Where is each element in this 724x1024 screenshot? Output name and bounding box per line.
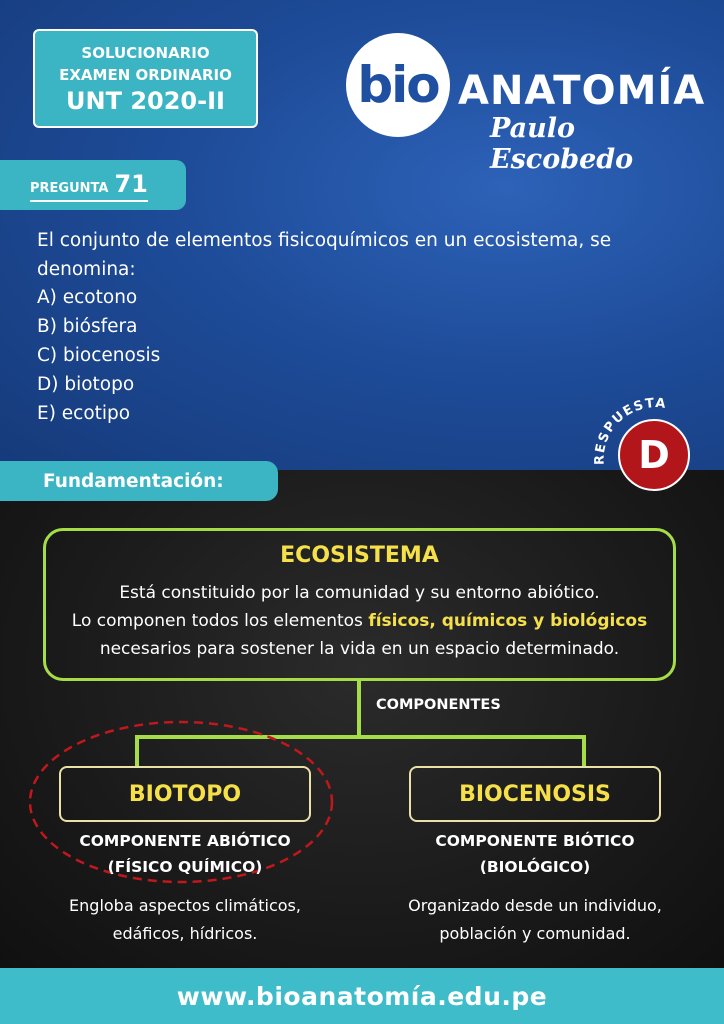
biotopo-sub1: COMPONENTE ABIÓTICO (79, 832, 291, 850)
answer-circle (618, 419, 690, 491)
logo-bio-text: bio (357, 56, 439, 114)
answer-letter: D (638, 433, 670, 477)
options-list (37, 283, 160, 428)
option-d: D) biotopo (37, 374, 135, 395)
option-a: A) ecotono (37, 287, 138, 308)
connector-vertical-main (357, 681, 361, 737)
biocenosis-description (385, 892, 685, 948)
question-tab (0, 160, 186, 210)
exam-title-line2: EXAMEN ORDINARIO (59, 65, 232, 84)
ecosistema-line2 (46, 611, 673, 631)
biocenosis-sub2: (BIOLÓGICO) (479, 858, 591, 876)
biocenosis-subtitle (385, 828, 685, 880)
biotopo-box (59, 766, 311, 822)
option-e: E) ecotipo (37, 403, 131, 424)
exam-title-line1: SOLUCIONARIO (81, 43, 210, 62)
exam-title-box (33, 29, 258, 128)
componentes-label: COMPONENTES (376, 697, 501, 713)
biocenosis-title: BIOCENOSIS (459, 781, 611, 807)
biotopo-desc1: Engloba aspectos climáticos, (69, 896, 301, 915)
footer-url[interactable]: www.bioanatomía.edu.pe (176, 981, 548, 1011)
question-tab-inner (30, 170, 148, 202)
ecosistema-line3: necesarios para sostener la vida en un espacio determinado. (99, 639, 620, 659)
logo-wordmark: ANATOMÍA (458, 68, 706, 114)
question-number: 71 (114, 170, 148, 198)
option-c: C) biocenosis (37, 345, 161, 366)
biotopo-title: BIOTOPO (128, 781, 242, 807)
biotopo-subtitle (40, 828, 330, 880)
connector-right (582, 735, 586, 767)
question-label: PREGUNTA (30, 181, 109, 196)
ecosistema-line2-text: Lo componen todos los elementos (71, 611, 369, 631)
biotopo-sub2: (FÍSICO QUÍMICO) (107, 858, 263, 876)
biocenosis-desc1: Organizado desde un individuo, (408, 896, 662, 915)
question-text: El conjunto de elementos fisicoquímicos en un ecosistema, se denomina: (37, 230, 612, 280)
ecosistema-title: ECOSISTEMA (280, 543, 439, 568)
biocenosis-desc2: población y comunidad. (439, 924, 631, 943)
ecosistema-highlight: físicos, químicos y biológicos (368, 611, 648, 631)
biotopo-description (40, 892, 330, 948)
fundamentacion-tab (0, 461, 278, 501)
fundamentacion-label: Fundamentación: (43, 470, 224, 492)
biocenosis-box (409, 766, 661, 822)
ecosistema-box (43, 528, 676, 681)
answer-badge (586, 395, 706, 500)
exam-title-line3: UNT 2020-II (66, 86, 225, 115)
logo-signature: Paulo Escobedo (490, 113, 634, 175)
option-b: B) biósfera (37, 316, 138, 337)
biocenosis-sub1: COMPONENTE BIÓTICO (435, 832, 635, 850)
ecosistema-line1: Está constituido por la comunidad y su entorno abiótico. (119, 583, 600, 603)
logo-circle (346, 33, 450, 137)
answer-label: RESPUESTA (592, 395, 668, 466)
biotopo-desc2: edáficos, hídricos. (112, 924, 258, 943)
footer-bar (0, 968, 724, 1024)
